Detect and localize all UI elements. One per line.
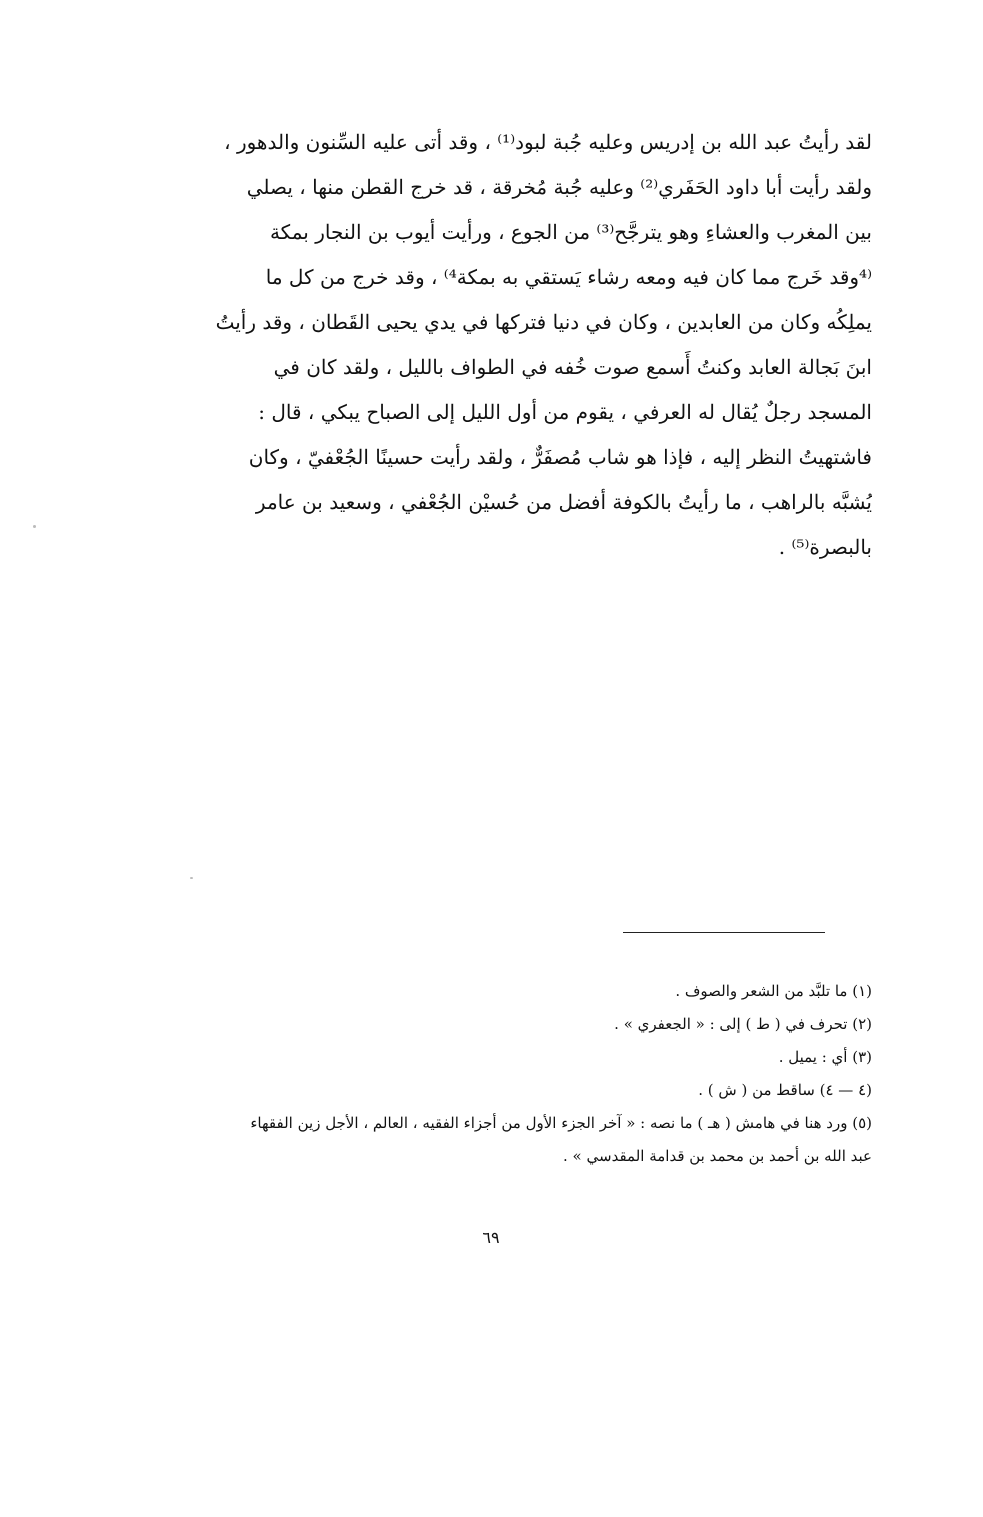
footnote-separator [623, 932, 825, 933]
text-line: لقد رأيتُ عبد الله بن إدريس وعليه جُبة لبود⁽¹⁾ ، وقد أتى عليه السِّنون والدهور ، [224, 130, 872, 154]
text-line: يُشبَّه بالراهب ، ما رأيتُ بالكوفة أفضل من حُسيْن الجُعْفي ، وسعيد بن عامر [255, 490, 872, 514]
page-number: ٦٩ [482, 1228, 500, 1247]
footnote-5-continued: عبد الله بن أحمد بن محمد بن قدامة المقدسي » . [563, 1147, 872, 1165]
text-line: ⁽⁴وقد خَرج مما كان فيه ومعه رشاء يَستقي به بمكة⁴⁾ ، وقد خرج من كل ما [265, 265, 872, 289]
scan-speck [33, 525, 36, 528]
footnote-1: (١) ما تلبَّد من الشعر والصوف . [675, 982, 872, 1000]
text-line: بين المغرب والعشاءِ وهو يترجَّح⁽³⁾ من الجوع ، ورأيت أيوب بن النجار بمكة [269, 220, 872, 244]
footnote-4: (٤ — ٤) ساقط من ( ش ) . [698, 1081, 872, 1099]
text-line: ابنَ بَجالة العابد وكنتُ أَسمع صوت خُفه في الطواف بالليل ، ولقد كان في [273, 355, 872, 379]
text-line: فاشتهيتُ النظر إليه ، فإذا هو شاب مُصفَرٌّ ، ولقد رأيت حسينًا الجُعْفيّ ، وكان [248, 445, 872, 469]
scan-speck [190, 877, 193, 879]
text-line: ولقد رأيت أبا داود الحَفَري⁽²⁾ وعليه جُبة مُخرقة ، قد خرج القطن منها ، يصلي [246, 175, 872, 199]
text-line: يملِكُه وكان من العابدين ، وكان في دنيا فتركها في يدي يحيى القَطان ، وقد رأيتُ [215, 310, 872, 334]
footnote-3: (٣) أي : يميل . [778, 1048, 872, 1066]
text-line: المسجد رجلٌ يُقال له العرفي ، يقوم من أول الليل إلى الصباح يبكي ، قال : [258, 400, 872, 424]
text-line: بالبصرة⁽⁵⁾ . [778, 535, 872, 559]
main-text-block [160, 120, 872, 570]
footnotes-block [160, 975, 872, 1173]
footnote-5: (٥) ورد هنا في هامش ( هـ ) ما نصه : « آخر الجزء الأول من أجزاء الفقيه ، العالم ، الأجل زين الفقهاء [250, 1114, 872, 1132]
footnote-2: (٢) تحرف في ( ط ) إلى : « الجعفري » . [614, 1015, 872, 1033]
